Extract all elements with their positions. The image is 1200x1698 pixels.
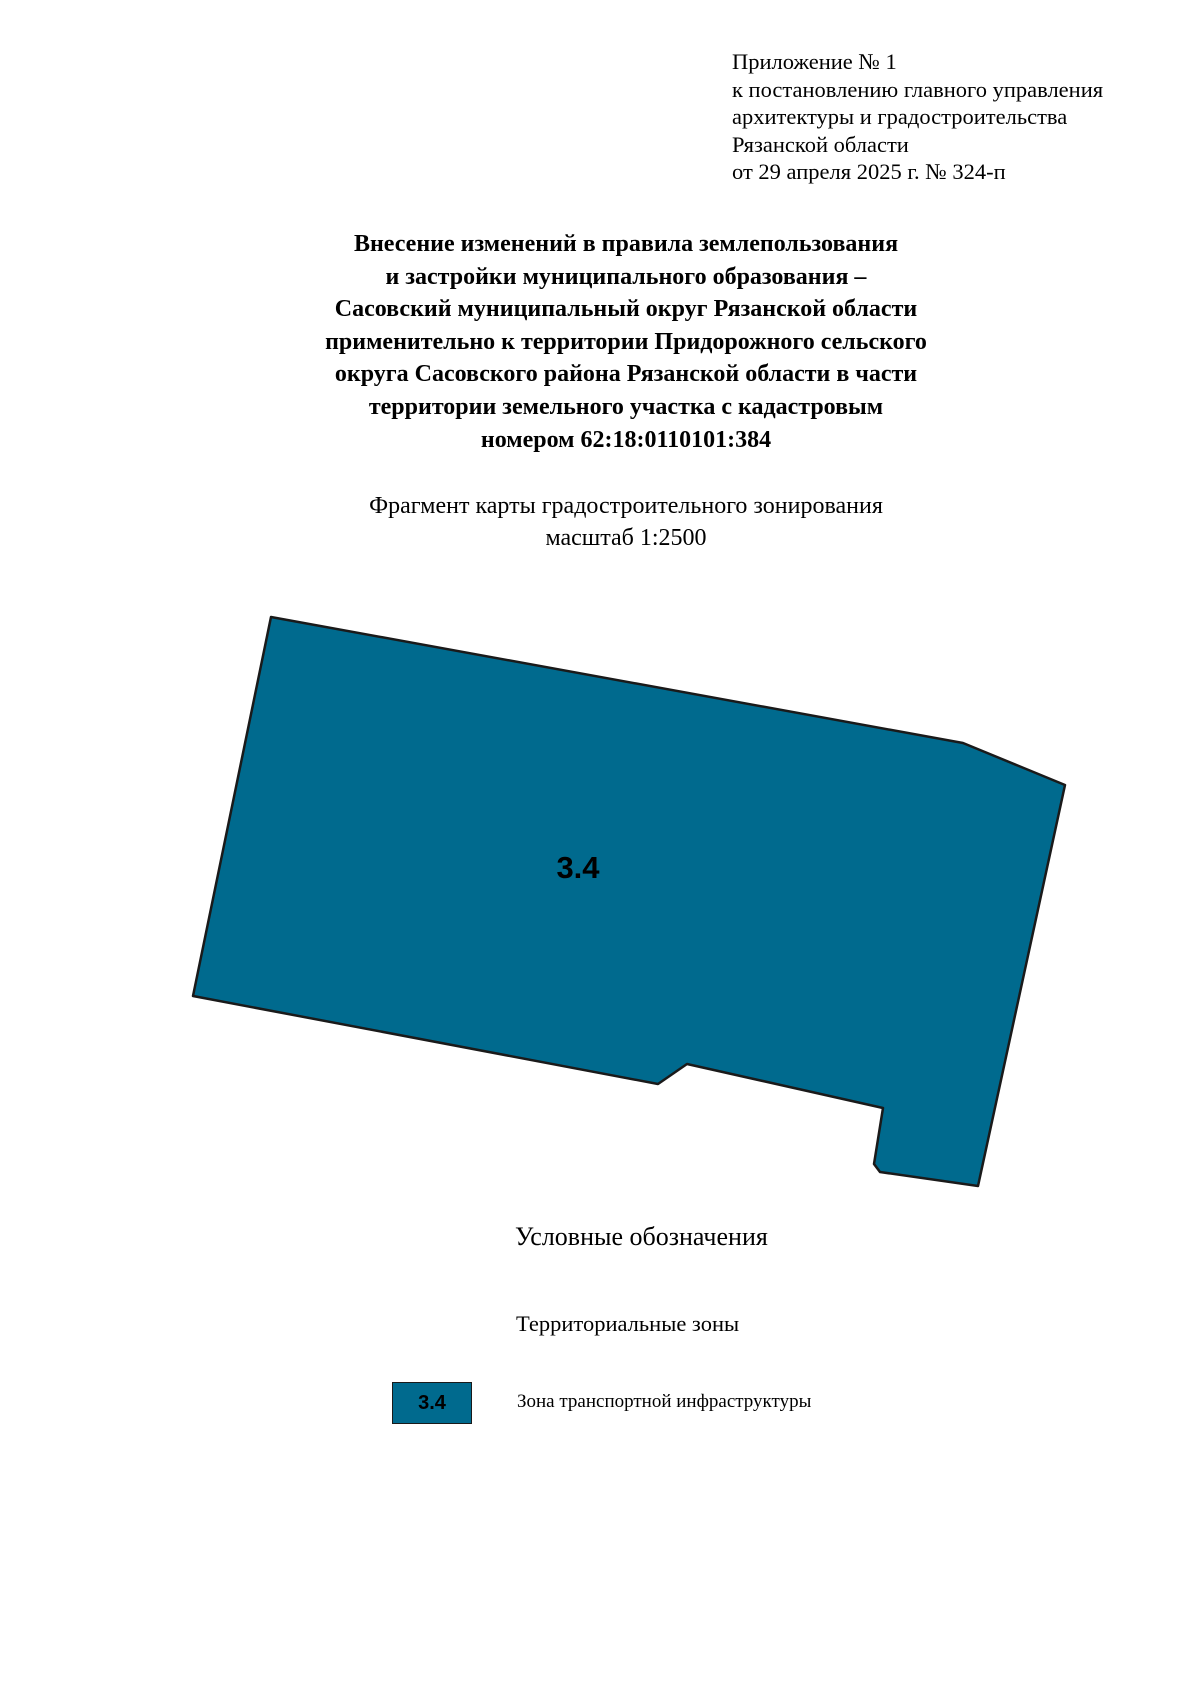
appendix-line: Рязанской области xyxy=(732,131,909,157)
map-scale: масштаб 1:2500 xyxy=(545,525,707,551)
legend-title: Условные обозначения xyxy=(515,1222,768,1251)
title-line: Внесение изменений в правила землепользования xyxy=(353,231,899,257)
appendix-line: к постановлению главного управления xyxy=(732,76,1104,102)
appendix-line: от 29 апреля 2025 г. № 324-п xyxy=(732,159,1006,184)
title-line: номером 62:18:0110101:384 xyxy=(480,426,772,453)
title-line: применительно к территории Придорожного сельского xyxy=(325,328,927,355)
legend-swatch-code: 3.4 xyxy=(418,1391,446,1414)
legend-item-description: Зона транспортной инфраструктуры xyxy=(517,1391,812,1412)
map-caption-title: Фрагмент карты градостроительного зонирования xyxy=(369,493,883,519)
title-line: территории земельного участка с кадастровым xyxy=(368,393,884,420)
title-line: Сасовский муниципальный округ Рязанской области xyxy=(334,296,918,323)
legend-swatch-3-4 xyxy=(392,1382,472,1424)
legend-group-title: Территориальные зоны xyxy=(516,1311,740,1336)
appendix-line: архитектуры и градостроительства xyxy=(732,104,1068,129)
zone-label: 3.4 xyxy=(556,850,600,886)
title-line: округа Сасовского района Рязанской области в части xyxy=(334,361,918,388)
zone-polygon-3-4 xyxy=(193,617,1065,1186)
appendix-line: Приложение № 1 xyxy=(732,49,897,74)
title-line: и застройки муниципального образования – xyxy=(385,263,867,290)
